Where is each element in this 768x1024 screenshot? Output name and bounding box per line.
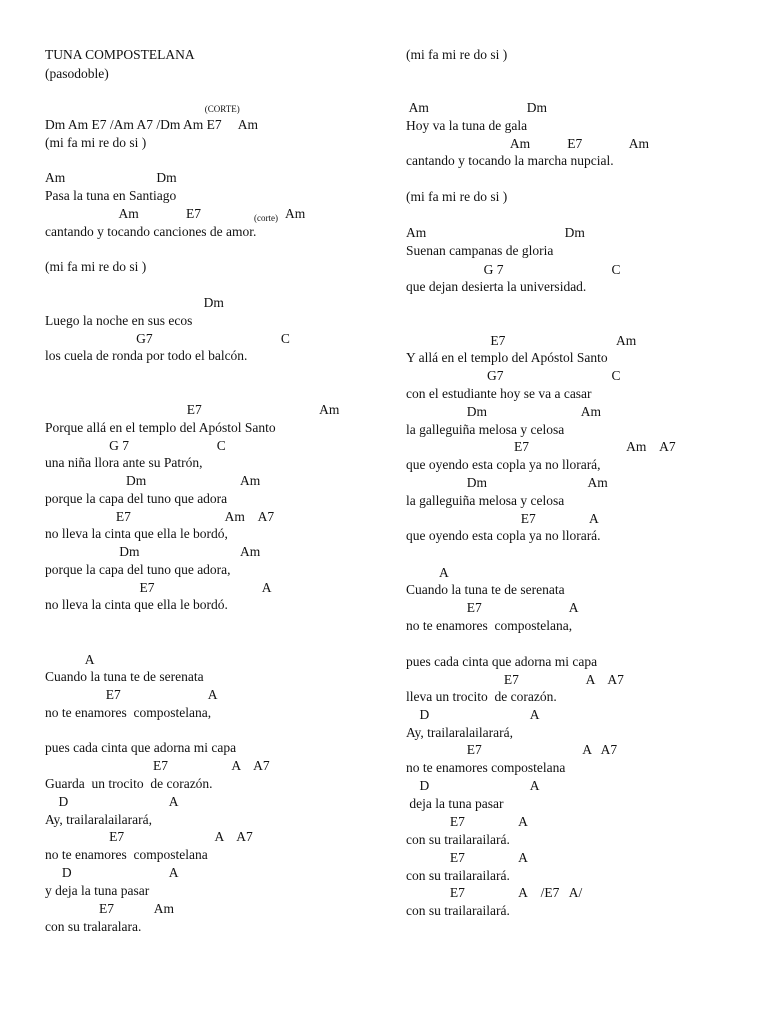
lyric-line: E7 A	[45, 687, 218, 702]
lyric-line: E7 A	[406, 511, 599, 526]
lyric-line: (mi fa mi re do si )	[406, 47, 508, 62]
lyric-line: (CORTE)	[45, 104, 240, 114]
lyric-line: cantando y tocando la marcha nupcial.	[406, 153, 614, 168]
lyric-line: que oyendo esta copla ya no llorará,	[406, 457, 601, 472]
lyric-line: (pasodoble)	[45, 66, 109, 81]
lyric-line: Dm Am	[45, 473, 261, 488]
lyric-line: E7 Am A7	[406, 439, 676, 454]
lyric-line: (mi fa mi re do si )	[45, 259, 147, 274]
lyric-line: E7 Am	[45, 901, 175, 916]
lyric-line: que oyendo esta copla ya no llorará.	[406, 528, 601, 543]
lyric-line: pues cada cinta que adorna mi capa	[406, 654, 598, 669]
lyric-line: no te enamores compostelana,	[45, 705, 212, 720]
lyric-line: D A	[406, 778, 540, 793]
lyric-line: la galleguiña melosa y celosa	[406, 422, 565, 437]
lyric-line: E7 A /E7 A/	[406, 885, 583, 900]
lyric-line: Dm Am	[45, 544, 261, 559]
lyric-line: Suenan campanas de gloria	[406, 243, 554, 258]
lyric-line: E7 A A7	[45, 758, 270, 773]
lyric-line: no lleva la cinta que ella le bordó,	[45, 526, 228, 541]
lyric-line: (mi fa mi re do si )	[45, 135, 147, 150]
lyric-line: con su trailarailará.	[406, 832, 510, 847]
lyric-line: Guarda un trocito de corazón.	[45, 776, 213, 791]
chord-label: Am	[285, 206, 306, 221]
lyric-line: Cuando la tuna te de serenata	[45, 669, 204, 684]
lyric-line: Ay, trailaralailarará,	[406, 725, 513, 740]
lyric-line: E7 Am	[406, 333, 637, 348]
lyric-line: Hoy va la tuna de gala	[406, 118, 528, 133]
lyric-line: D A	[45, 865, 179, 880]
lyric-line: G 7 C	[45, 438, 226, 453]
lyric-line: E7 A	[45, 580, 272, 595]
lyric-line: con el estudiante hoy se va a casar	[406, 386, 592, 401]
lyric-line: porque la capa del tuno que adora,	[45, 562, 231, 577]
lyric-line: Am E7	[45, 206, 202, 221]
lyric-line: la galleguiña melosa y celosa	[406, 493, 565, 508]
lyric-line: Am Dm	[406, 100, 548, 115]
lyric-line: E7 A A7	[406, 742, 618, 757]
lyric-line: G 7 C	[406, 262, 621, 277]
lyric-line: que dejan desierta la universidad.	[406, 279, 587, 294]
lyric-line: pues cada cinta que adorna mi capa	[45, 740, 237, 755]
lyric-line: y deja la tuna pasar	[45, 883, 150, 898]
lyric-line: A	[45, 652, 95, 667]
lyric-line: no lleva la cinta que ella le bordó.	[45, 597, 228, 612]
lyric-line: porque la capa del tuno que adora	[45, 491, 228, 506]
corte-marker: (corte)	[254, 213, 278, 223]
lyric-line: Am Dm	[406, 225, 585, 240]
lyric-line: con su tralaralara.	[45, 919, 142, 934]
lyric-line: Dm	[45, 295, 224, 310]
lyric-line: los cuela de ronda por todo el balcón.	[45, 348, 248, 363]
lyric-line: Am E7 Am	[406, 136, 650, 151]
lyric-line: con su trailarailará.	[406, 868, 510, 883]
lyric-line: deja la tuna pasar	[406, 796, 504, 811]
lyric-line: Cuando la tuna te de serenata	[406, 582, 565, 597]
lyric-line: E7 A	[406, 850, 528, 865]
lyric-line: no te enamores compostelana	[406, 760, 566, 775]
lyric-line: E7 Am A7	[45, 509, 275, 524]
lyric-line: E7 A	[406, 814, 528, 829]
lyric-line: con su trailarailará.	[406, 903, 510, 918]
lyric-line: Dm Am	[406, 404, 602, 419]
lyric-line: Luego la noche en sus ecos	[45, 313, 193, 328]
lyric-line: una niña llora ante su Patrón,	[45, 455, 203, 470]
lyric-line: E7 A A7	[45, 829, 253, 844]
lyric-line: G7 C	[45, 331, 290, 346]
lyric-line: lleva un trocito de corazón.	[406, 689, 557, 704]
lyric-line: Ay, trailaralailarará,	[45, 812, 152, 827]
lyric-line: D A	[45, 794, 179, 809]
lyric-line: E7 Am	[45, 402, 340, 417]
lyric-line: Porque allá en el templo del Apóstol Santo	[45, 420, 276, 435]
lyric-line: E7 A A7	[406, 672, 624, 687]
lyric-line: Pasa la tuna en Santiago	[45, 188, 177, 203]
lyric-line: cantando y tocando canciones de amor.	[45, 224, 257, 239]
lyric-line: G7 C	[406, 368, 621, 383]
lyric-line: no te enamores compostelana,	[406, 618, 573, 633]
lyric-line: A	[406, 565, 449, 580]
lyric-line: (mi fa mi re do si )	[406, 189, 508, 204]
lyric-line: Y allá en el templo del Apóstol Santo	[406, 350, 608, 365]
lyric-line: D A	[406, 707, 540, 722]
lyric-line: no te enamores compostelana	[45, 847, 208, 862]
lyric-line: Dm Am	[406, 475, 608, 490]
lyric-line: Dm Am E7 /Am A7 /Dm Am E7 Am	[45, 117, 259, 132]
lyric-line: E7 A	[406, 600, 579, 615]
lyric-line: TUNA COMPOSTELANA	[45, 47, 195, 62]
lyric-line: Am Dm	[45, 170, 177, 185]
